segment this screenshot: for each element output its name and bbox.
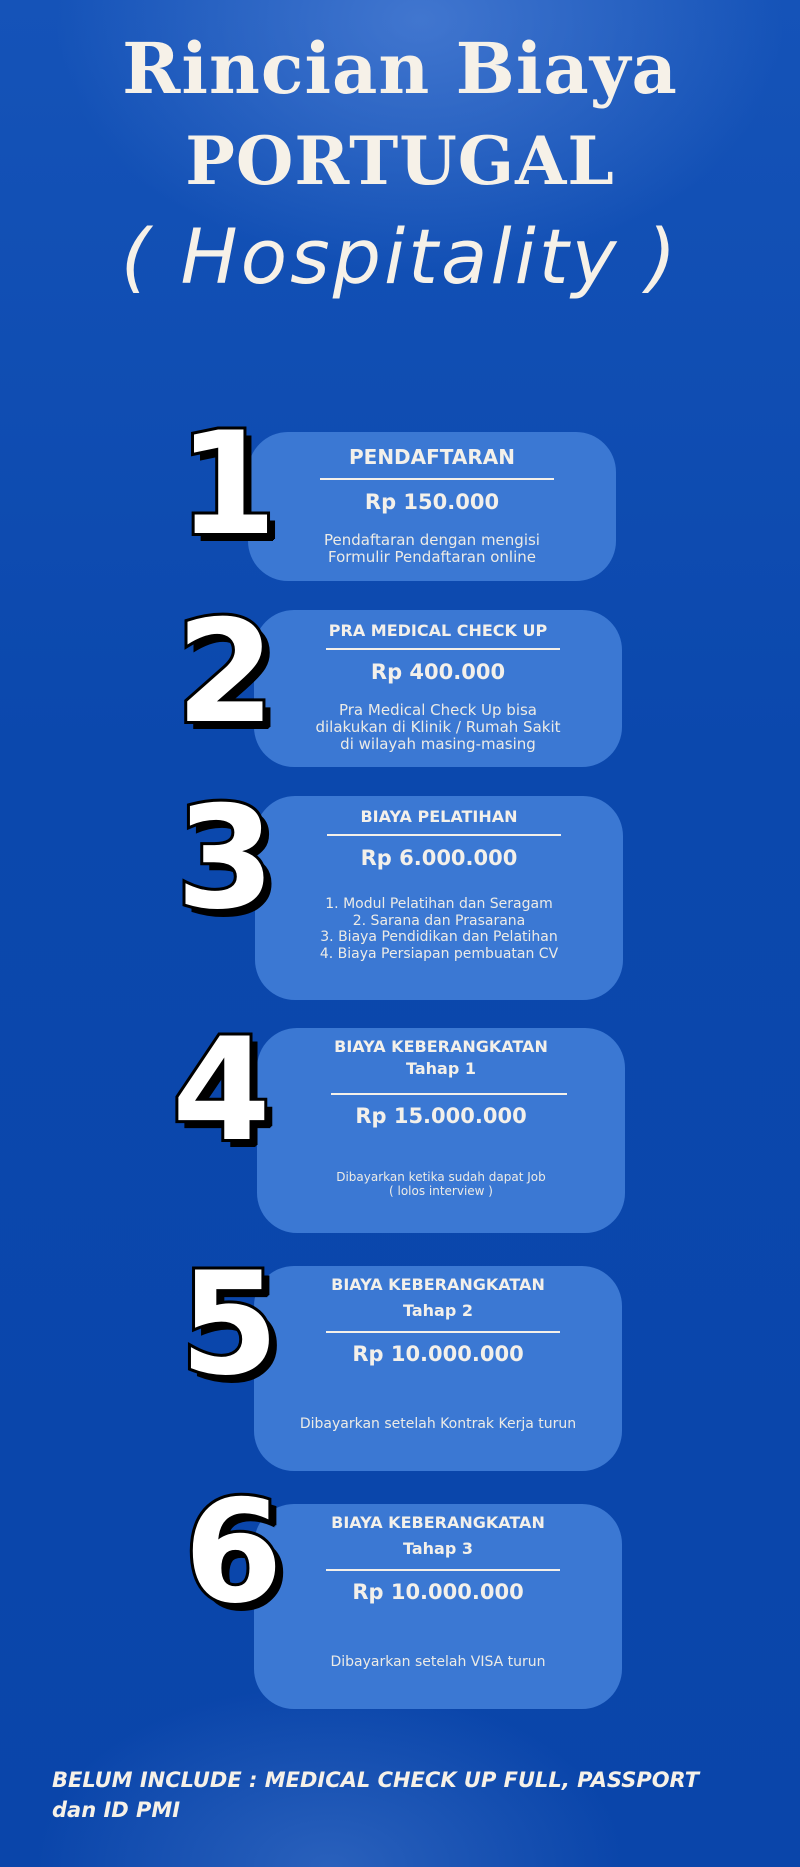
step-description-line: 3. Biaya Pendidikan dan Pelatihan [320,929,558,945]
step-number-5: 5 [180,1242,279,1407]
step-price: Rp 400.000 [370,660,506,684]
step-number-3: 3 [176,776,275,941]
step-title: BIAYA KEBERANGKATAN [331,1513,545,1532]
step-title: BIAYA KEBERANGKATAN [331,1275,545,1294]
step-price: Rp 6.000.000 [360,846,518,870]
step-card-3 [255,796,623,1000]
step-description-line: di wilayah masing-masing [340,735,536,753]
divider [326,648,560,650]
divider [327,834,561,836]
step-title: BIAYA KEBERANGKATAN [334,1037,548,1056]
step-card-2 [254,610,622,767]
step-description-line: 1. Modul Pelatihan dan Seragam [325,896,553,912]
step-title: BIAYA PELATIHAN [360,807,518,826]
step-subtitle: Tahap 2 [403,1301,473,1320]
step-number-2: 2 [176,590,275,755]
step-price: Rp 150.000 [364,490,500,514]
step-number-6: 6 [184,1470,283,1635]
step-price: Rp 10.000.000 [352,1580,524,1604]
footer-line: BELUM INCLUDE : MEDICAL CHECK UP FULL, PASSPORT [52,1768,700,1792]
country-title: PORTUGAL [185,122,615,200]
step-price: Rp 15.000.000 [355,1104,527,1128]
step-title: PENDAFTARAN [349,445,515,469]
page-title: Rincian Biaya [122,27,678,110]
step-description-line: Formulir Pendaftaran online [327,548,536,566]
step-number-1: 1 [178,402,277,567]
footer-note [52,1765,772,1825]
step-price: Rp 10.000.000 [352,1342,524,1366]
step-description-line: Pendaftaran dengan mengisi [324,531,540,549]
step-description-line: Pra Medical Check Up bisa [338,701,538,719]
divider [326,1569,560,1571]
step-card-6 [254,1504,622,1709]
step-description-line: Dibayarkan setelah Kontrak Kerja turun [299,1416,577,1432]
footer-line: dan ID PMI [52,1798,181,1822]
step-number-4: 4 [172,1008,271,1173]
step-description-line: 4. Biaya Persiapan pembuatan CV [319,945,559,962]
step-description-line: Dibayarkan ketika sudah dapat Job [336,1170,546,1184]
step-card-4 [257,1028,625,1233]
divider [331,1093,567,1095]
program-subtitle: ( Hospitality ) [120,212,680,301]
step-description-line: Dibayarkan setelah VISA turun [330,1654,546,1670]
step-description-line: 2. Sarana dan Prasarana [352,912,526,929]
step-description-line: dilakukan di Klinik / Rumah Sakit [315,718,561,736]
step-description-line: ( lolos interview ) [388,1184,493,1198]
step-card-1 [248,432,616,581]
divider [320,478,554,480]
step-title: PRA MEDICAL CHECK UP [328,621,548,640]
divider [326,1331,560,1333]
step-subtitle: Tahap 1 [406,1059,476,1078]
step-subtitle: Tahap 3 [403,1539,473,1558]
step-card-5 [254,1266,622,1471]
